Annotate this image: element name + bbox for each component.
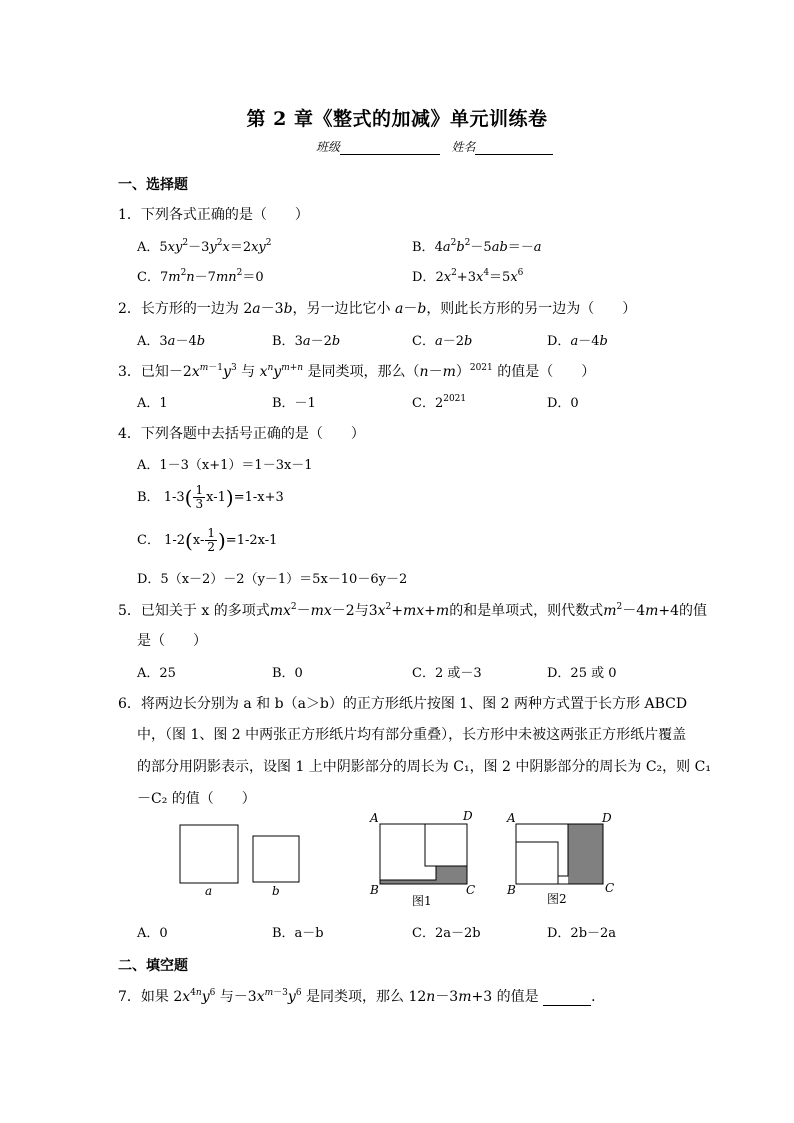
q1-option-b: B．$4a^2b^2-5ab=-a$: [412, 238, 542, 255]
fig1-caption: 图1: [412, 894, 432, 908]
class-label: 班级: [316, 140, 341, 154]
fig2-label-A: A: [507, 811, 516, 825]
question-6-stem-line4: －C₂ 的值（ ）: [137, 791, 256, 807]
q4-option-b: B． 1-3( $\frac{1}{3}$ x-1)=1-x+3: [137, 483, 284, 511]
q6-option-c: C．2a－2b: [412, 926, 481, 941]
square-a-label: a: [205, 884, 213, 898]
name-blank[interactable]: [475, 142, 553, 155]
fig1-label-D: D: [463, 810, 473, 823]
question-4-stem: 4．下列各题中去括号正确的是（ ）: [118, 426, 365, 442]
fig1-label-A: A: [370, 811, 379, 825]
q5-option-a: A．25: [137, 666, 176, 681]
q7-answer-blank[interactable]: [543, 993, 591, 1006]
q3-option-c: C．$2^{2021}$: [412, 394, 467, 411]
q5-option-c: C．2 或－3: [412, 666, 482, 681]
q2-option-a: A．3a－4b: [137, 334, 206, 349]
square-a: [180, 825, 238, 883]
q3-option-a: A．1: [137, 396, 168, 411]
fig2-label-D: D: [602, 811, 612, 825]
q6-option-b: B．a－b: [272, 926, 324, 941]
q4-option-d: D．5（x－2）－2（y－1）＝5x－10－6y－2: [137, 572, 408, 587]
q1-option-a: A．$5xy^2-3y^2x=2xy^2$: [137, 238, 272, 255]
question-5-stem-line1: 5．已知关于 x 的多项式$mx^2-mx-2$与$3x^2+mx+m$的和是单项式，则代数式$m^2-4m+4$的值: [118, 602, 708, 619]
section-heading-choice: 一、选择题: [118, 177, 188, 193]
fraction-one-half: $\frac{1}{2}$: [207, 526, 215, 554]
q2-option-d: D．a－4b: [547, 334, 608, 349]
student-info-line: [316, 138, 553, 155]
q2-option-c: C．a－2b: [412, 334, 473, 349]
question-5-stem-line2: 是（ ）: [137, 633, 207, 649]
q4-option-a: A．1－3（x+1）＝1－3x－1: [137, 458, 313, 473]
page-title: 第 2 章《整式的加减》单元训练卷: [246, 108, 548, 130]
section-heading-fill: 二、填空题: [118, 958, 188, 974]
question-2-stem: 2．长方形的一边为 2a－3b，另一边比它小 a－b，则此长方形的另一边为（ ）: [118, 301, 637, 317]
q6-figures: [170, 810, 650, 910]
class-blank[interactable]: [340, 142, 440, 155]
fig1-label-B: B: [370, 883, 379, 897]
q2-option-b: B．3a－2b: [272, 334, 341, 349]
question-7-stem: 7．如果 $2x^{4n}y^6$ 与$-3x^{m-3}y^6$ 是同类项，那么 12n－3m+3 的值是 ．: [118, 988, 606, 1005]
q1-option-c: C．$7m^2n-7mn^2=0$: [137, 268, 264, 285]
q1-option-d: D．$2x^2+3x^4=5x^6$: [412, 268, 524, 285]
question-6-stem-line1: 6．将两边长分别为 a 和 b（a＞b）的正方形纸片按图 1、图 2 两种方式置于长方形 ABCD: [118, 696, 688, 712]
q3-option-d: D．0: [547, 396, 579, 411]
square-b: [253, 836, 299, 882]
fig2-square-b: [516, 842, 558, 884]
q3-option-b: B．－1: [272, 396, 316, 411]
q4-option-c: C． 1-2(x- $\frac{1}{2}$ )=1-2x-1: [137, 526, 278, 554]
fig1-label-C: C: [466, 883, 476, 897]
q5-option-b: B．0: [272, 666, 303, 681]
fig2-label-B: B: [507, 883, 516, 897]
question-6-stem-line2: 中，（图 1、图 2 中两张正方形纸片均有部分重叠），长方形中未被这两张正方形纸片覆盖: [137, 727, 687, 743]
fig1-square-b: [425, 824, 467, 866]
figure-1: [369, 810, 475, 908]
q6-option-a: A．0: [137, 926, 168, 941]
name-label: 姓名: [451, 140, 476, 154]
question-6-stem-line3: 的部分用阴影表示，设图 1 上中阴影部分的周长为 C₁，图 2 中阴影部分的周长为 C₂，则 C₁: [137, 759, 711, 775]
square-b-label: b: [272, 884, 280, 898]
q6-option-d: D．2b－2a: [547, 926, 617, 941]
fig2-caption: 图2: [547, 892, 567, 906]
question-3-stem: 3．已知$-2x^{m-1}y^3$ 与 $x^ny^{m+n}$ 是同类项，那么$(n-m)^{2021}$ 的值是（ ）: [118, 363, 596, 380]
figure-2: [506, 811, 614, 906]
fraction-one-third: $\frac{1}{3}$: [195, 483, 204, 511]
fig2-label-C: C: [605, 881, 615, 895]
question-1-stem: 1．下列各式正确的是（ ）: [118, 207, 309, 223]
q5-option-d: D．25 或 0: [547, 666, 617, 681]
